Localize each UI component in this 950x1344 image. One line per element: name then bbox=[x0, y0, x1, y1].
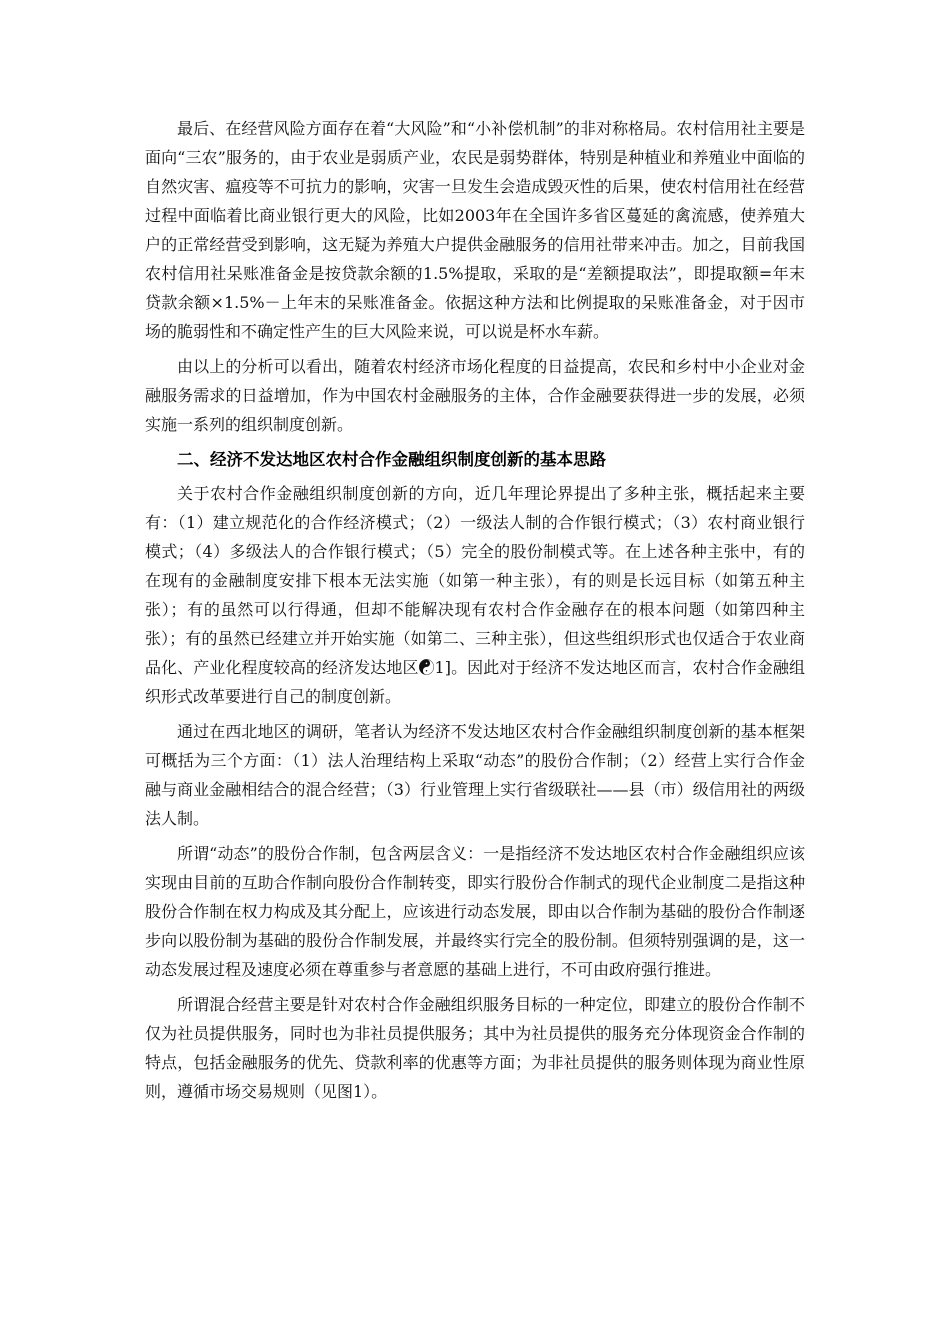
paragraph-innovation-directions: 关于农村合作金融组织制度创新的方向，近几年理论界提出了多种主张，概括起来主要有：（1）建立规范化的合作经济模式；（2）一级法人制的合作银行模式；（3）农村商业银行模式；（4）多级法人的合作银行模式；（5）完全的股份制模式等。在上述各种主张中，有的在现有的金融制度安排下根本无法实施（如第一种主张），有的则是长远目标（如第五种主张）；有的虽然可以行得通，但却不能解决现有农村合作金融存在的根本问题（如第四种主张）；有的虽然已经建立并开始实施（如第二、三种主张），但这些组织形式也仅适合于农业商品化、产业化程度较高的经济发达地区☯1]。因此对于经济不发达地区而言，农村合作金融组织形式改革要进行自己的制度创新。 bbox=[145, 484, 805, 706]
section-heading: 二、经济不发达地区农村合作金融组织制度创新的基本思路 bbox=[177, 450, 606, 469]
paragraph-operating-risk: 最后、在经营风险方面存在着“大风险”和“小补偿机制”的非对称格局。农村信用社主要是面向“三农”服务的，由于农业是弱质产业，农民是弱势群体，特别是种植业和养殖业中面临的自然灾害、瘟疫等不可抗力的影响，灾害一旦发生会造成毁灭性的后果，使农村信用社在经营过程中面临着比商业银行更大的风险，比如2003年在全国许多省区蔓延的禽流感，使养殖大户的正常经营受到影响，这无疑为养殖大户提供金融服务的信用社带来冲击。加之，目前我国农村信用社呆账准备金是按贷款余额的1.5%提取，采取的是“差额提取法”，即提取额=年末贷款余额×1.5%－上年末的呆账准备金。依据这种方法和比例提取的呆账准备金，对于因市场的脆弱性和不确定性产生的巨大风险来说，可以说是杯水车薪。 bbox=[145, 119, 805, 341]
paragraph-analysis-conclusion: 由以上的分析可以看出，随着农村经济市场化程度的日益提高，农民和乡村中小企业对金融服务需求的日益增加，作为中国农村金融服务的主体，合作金融要获得进一步的发展，必须实施一系列的组织制度创新。 bbox=[145, 357, 805, 434]
paragraph-mixed-operation: 所谓混合经营主要是针对农村合作金融组织服务目标的一种定位，即建立的股份合作制不仅为社员提供服务，同时也为非社员提供服务；其中为社员提供的服务充分体现资金合作制的特点，包括金融服务的优先、贷款利率的优惠等方面；为非社员提供的服务则体现为商业性原则，遵循市场交易规则（见图1）。 bbox=[145, 995, 805, 1101]
paragraph-basic-framework: 通过在西北地区的调研，笔者认为经济不发达地区农村合作金融组织制度创新的基本框架可概括为三个方面：（1）法人治理结构上采取“动态”的股份合作制；（2）经营上实行合作金融与商业金融相结合的混合经营；（3）行业管理上实行省级联社——县（市）级信用社的两级法人制。 bbox=[145, 722, 805, 828]
document-body bbox=[145, 114, 805, 1112]
paragraph-dynamic-shareholding: 所谓“动态”的股份合作制，包含两层含义：一是指经济不发达地区农村合作金融组织应该实现由目前的互助合作制向股份合作制转变，即实行股份合作制式的现代企业制度二是指这种股份合作制在权力构成及其分配上，应该进行动态发展，即由以合作制为基础的股份合作制逐步向以股份制为基础的股份合作制发展，并最终实行完全的股份制。但须特别强调的是，这一动态发展过程及速度必须在尊重参与者意愿的基础上进行，不可由政府强行推进。 bbox=[145, 844, 805, 979]
